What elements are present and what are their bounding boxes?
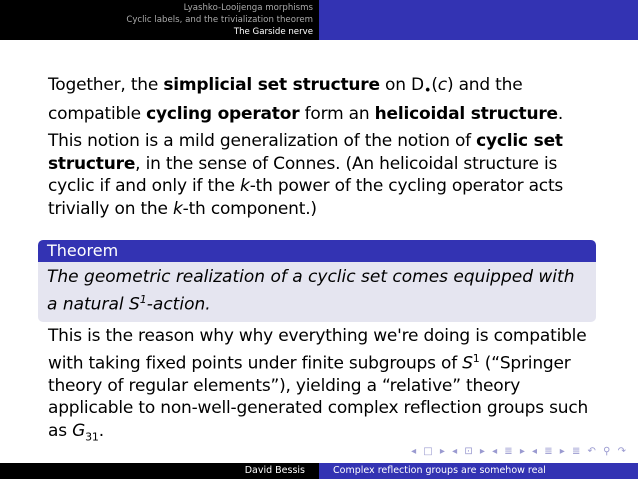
footer-title: Complex reflection groups are somehow real <box>319 463 638 479</box>
beamer-navigation-icons[interactable]: ◂ □ ▸ ◂ ⊡ ▸ ◂ ≣ ▸ ◂ ≣ ▸ ≣ ↶ ⚲ ↷ <box>411 446 628 457</box>
section-link[interactable]: Lyashko-Looijenga morphisms <box>183 3 313 13</box>
paragraph-3: This is the reason why why everything we're doing is compatible with taking fixed points under finite subgroups of $S^1$ (“Springer theory of regular elements”), yielding a “relative” theory applicable to non-well-generated complex reflection groups such as $G_{31}$. <box>48 326 589 444</box>
section-link[interactable]: Cyclic labels, and the trivialization theorem <box>126 15 313 25</box>
section-link-current[interactable]: The Garside nerve <box>233 27 313 37</box>
paragraph-1: Together, the simplicial set structure on $D_•(c)$ and the compatible cycling operator form an helicoidal structure. <box>48 75 564 124</box>
theorem-body: The geometric realization of a cyclic set comes equipped with a natural $S^1$-action. <box>38 262 596 322</box>
footer-author: David Bessis <box>0 463 319 479</box>
header-bar <box>0 0 638 40</box>
header-blue-band <box>319 0 638 40</box>
footer-bar <box>0 463 638 479</box>
theorem-title: Theorem <box>38 240 596 262</box>
paragraph-2: This notion is a mild generalization of the notion of cyclic set structure, in the sense of Connes. (An helicoidal structure is cyclic if and only if the k-th power of the cycling operator acts trivially on the k-th component.) <box>48 131 564 219</box>
theorem-block <box>38 240 596 322</box>
section-nav <box>0 0 319 40</box>
